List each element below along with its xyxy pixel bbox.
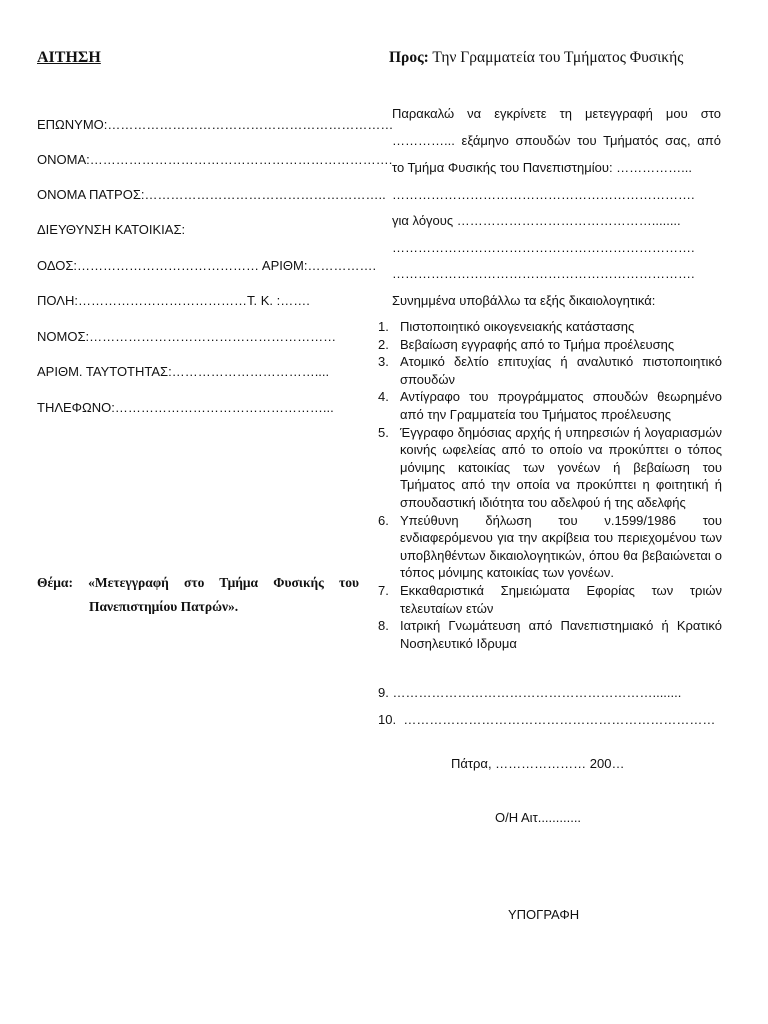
attachments-list: [376, 318, 722, 652]
subject-line-1: Θέμα: «Μετεγγραφή στο Τμήμα Φυσικής του: [37, 575, 359, 590]
field-father-name[interactable]: [37, 187, 386, 202]
list-item: [376, 388, 722, 423]
list-item: [376, 424, 722, 512]
recipient-value: Την Γραμματεία του Τμήματος Φυσικής: [432, 49, 684, 66]
subject-line-2: Πανεπιστημίου Πατρών».: [89, 599, 239, 614]
attachment-extra-10[interactable]: [378, 712, 715, 727]
signature-label: ΥΠΟΓΡΑΦΗ: [508, 907, 580, 922]
item-text: Ιατρική Γνωμάτευση από Πανεπιστημιακό ή Κρατικό Νοσηλευτικό Ιδρυμα: [400, 618, 722, 651]
field-dots: ……………………………………: [77, 258, 260, 273]
recipient-label: Προς:: [389, 49, 429, 66]
item-text: Αντίγραφο του προγράμματος σπουδών θεωρημένο από την Γραμματεία του Τμήματος προέλευσης: [400, 389, 722, 422]
item-text: Υπεύθυνη δήλωση του ν.1599/1986 του ενδιαφερόμενου για την ακρίβεια του περιεχομένου των υποβληθέντων δικαιολογητικών, όπου θα βεβαιώνεται ο τόπος μόνιμης κατοικίας των γονέων.: [400, 512, 722, 581]
document-title: ΑΙΤΗΣΗ: [37, 49, 101, 66]
list-item: [376, 353, 722, 388]
item-text: Έγγραφο δημόσιας αρχής ή υπηρεσιών ή λογαριασμών κοινής ωφελείας από το οποίο να προκύπτει ο τόπος μόνιμης κατοικίας των γονέων ή βεβαίωση του Τμήματος από την οποία να προκύπτει η φοιτητική ή σπουδαστική ιδιότητα του αδελφού ή της αδελφής: [400, 424, 722, 510]
item-text: Εκκαθαριστικά Σημειώματα Εφορίας των τριών τελευταίων ετών: [400, 582, 722, 616]
list-item: [376, 582, 722, 617]
field-name[interactable]: [37, 152, 392, 167]
item-text: ………………………………………………………………: [403, 712, 716, 727]
item-number: 6.: [378, 512, 389, 528]
field-surname[interactable]: [37, 117, 393, 132]
field-dots: …………….: [307, 258, 377, 273]
field-label: ΑΡΙΘΜ. ΤΑΥΤΟΤΗΤΑΣ:: [37, 364, 172, 379]
field-dots: …………………………………………………………….: [89, 152, 393, 167]
field-dots: …………………………………………………………: [107, 117, 394, 132]
request-line-4: …………………………………………………………….: [392, 187, 695, 202]
recipient-line: [389, 49, 683, 67]
field-label: ΟΔΟΣ:: [37, 258, 78, 273]
field-prefecture[interactable]: [37, 329, 336, 344]
field-dots: …………………………………………...: [114, 400, 334, 415]
item-number: 5.: [378, 424, 389, 440]
field-label-number: ΑΡΙΘΜ:: [261, 258, 308, 273]
attachments-heading: Συνημμένα υποβάλλω τα εξής δικαιολογητικά:: [392, 293, 656, 308]
item-number: 2.: [378, 336, 389, 352]
request-line-6: …………………………………………………………….: [392, 240, 695, 255]
list-item: [376, 336, 722, 354]
field-label: ΠΟΛΗ:: [37, 293, 78, 308]
item-number: 10.: [378, 712, 397, 727]
request-line-2: …………... εξάμηνο σπουδών του Τμήματός σας, από: [392, 133, 721, 148]
request-line-7: …………………………………………………………….: [392, 266, 695, 281]
field-label: ΔΙΕΥΘΥΝΣΗ ΚΑΤΟΙΚΙΑΣ:: [37, 222, 186, 237]
item-text: Βεβαίωση εγγραφής από το Τμήμα προέλευσης: [400, 336, 675, 352]
item-text: Ατομικό δελτίο επιτυχίας ή αναλυτικό πιστοποιητικό σπουδών: [400, 354, 722, 387]
field-label-postcode: Τ. Κ. :: [246, 293, 281, 308]
item-number: 4.: [378, 389, 389, 405]
item-number: 8.: [378, 618, 389, 634]
subject-block: [37, 575, 359, 615]
applicant-label: Ο/Η Αιτ............: [495, 810, 582, 825]
item-text: ……………………………………………………........: [392, 685, 682, 700]
field-label: ΕΠΩΝΥΜΟ:: [37, 117, 108, 132]
request-reasons: για λόγους ………………………………………........: [392, 213, 681, 228]
field-dots: …….: [280, 293, 310, 308]
item-number: 1.: [378, 319, 389, 334]
list-item: [376, 617, 722, 652]
field-label: ΟΝΟΜΑ ΠΑΤΡΟΣ:: [37, 187, 145, 202]
field-phone[interactable]: [37, 400, 334, 415]
field-address: [37, 222, 185, 237]
list-item: [376, 318, 722, 336]
request-line-1: Παρακαλώ να εγκρίνετε τη μετεγγραφή μου στο: [392, 106, 721, 121]
field-dots: ……………………………....: [171, 364, 330, 379]
place-date: Πάτρα, ………………… 200…: [451, 756, 625, 771]
field-dots: …………………………………………………: [89, 329, 337, 344]
item-number: 7.: [378, 582, 389, 598]
item-number: 3.: [378, 354, 389, 370]
item-text: Πιστοποιητικό οικογενειακής κατάστασης: [400, 319, 635, 334]
field-label: ΝΟΜΟΣ:: [37, 329, 90, 344]
attachment-extra-9[interactable]: [378, 685, 681, 700]
field-city[interactable]: [37, 293, 310, 308]
item-number: 9.: [378, 685, 389, 700]
request-line-3: το Τμήμα Φυσικής του Πανεπιστημίου: ……………...: [392, 160, 693, 175]
field-dots: ………………………………………………..: [144, 187, 386, 202]
field-dots: …………………………………: [77, 293, 247, 308]
field-label: ΤΗΛΕΦΩΝΟ:: [37, 400, 115, 415]
field-id-number[interactable]: [37, 364, 329, 379]
field-label: ΟΝΟΜΑ:: [37, 152, 90, 167]
field-street[interactable]: [37, 258, 376, 273]
list-item: [376, 512, 722, 582]
